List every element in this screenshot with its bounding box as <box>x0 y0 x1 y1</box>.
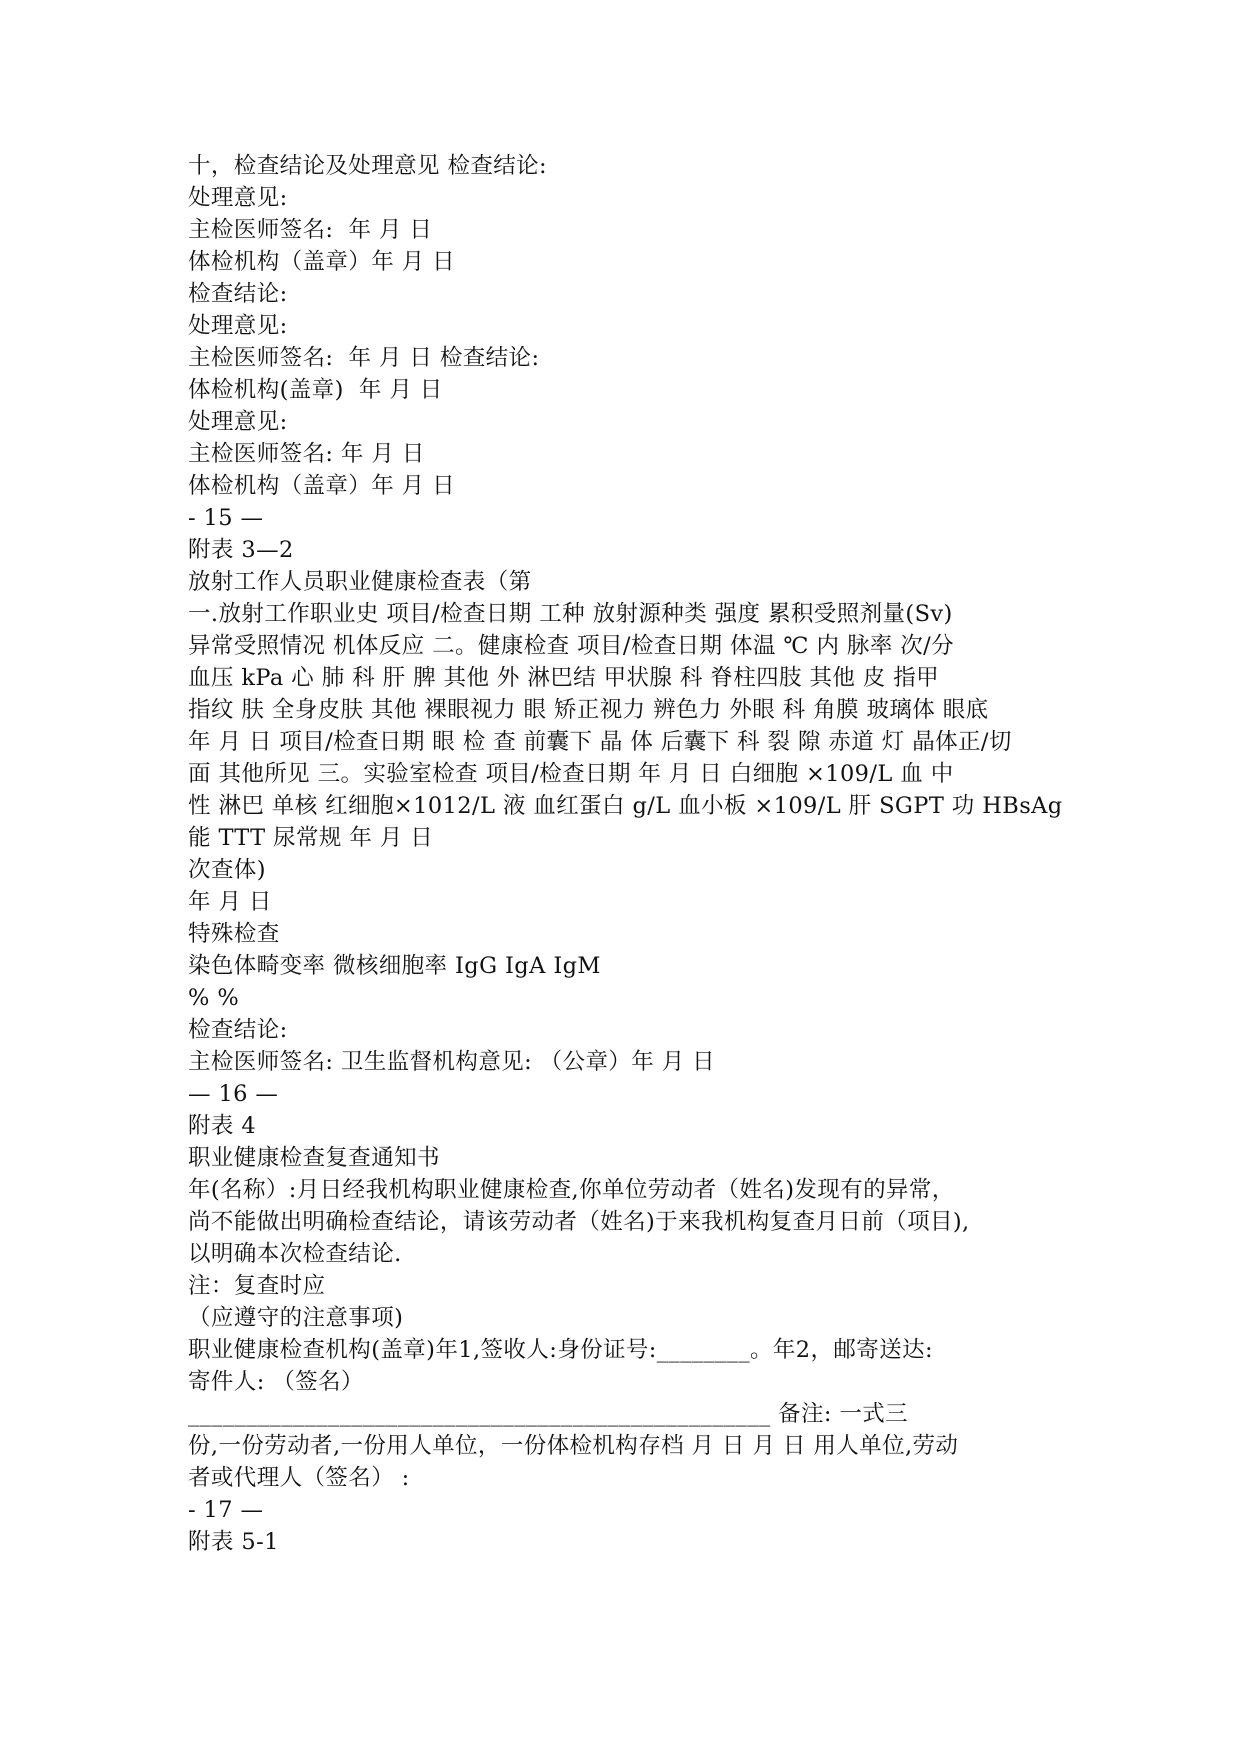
appendix-title: 附表 3—2 <box>188 537 294 563</box>
conclusion-label: 检查结论: <box>188 281 288 307</box>
date-line: 年 月 日 <box>188 889 272 915</box>
form-text-line: 血压 kPa 心 肺 科 肝 脾 其他 外 淋巴结 甲状腺 科 脊柱四肢 其他 皮 指甲 <box>188 665 940 691</box>
notice-note-line: （应遵守的注意事项) <box>188 1305 404 1331</box>
physician-signature-line: 主检医师签名: 年 月 日 <box>188 441 425 467</box>
form-text-line: 性 淋巴 单核 红细胞×1012/L 液 血红蛋白 g/L 血小板 ×109/L 肝 SGPT 功 HBsAg <box>188 793 1063 819</box>
form-text-line: 异常受照情况 机体反应 二。健康检查 项目/检查日期 体温 ℃ 内 脉率 次/分 <box>188 633 955 659</box>
percent-units: % % <box>188 985 240 1011</box>
remarks-line: 份,一份劳动者,一份用人单位，一份体检机构存档 月 日 月 日 用人单位,劳动 <box>188 1433 959 1459</box>
form-text-line: 面 其他所见 三。实验室检查 项目/检查日期 年 月 日 白细胞 ×109/L 血 中 <box>188 761 954 787</box>
page-number: - 17 — <box>188 1497 264 1523</box>
notice-title: 职业健康检查复查通知书 <box>188 1145 440 1171</box>
notice-note-line: 注：复查时应 <box>188 1273 326 1299</box>
page-number: — 16 — <box>188 1081 279 1107</box>
form-title: 放射工作人员职业健康检查表（第 <box>188 569 532 595</box>
institution-seal-line: 体检机构（盖章）年 月 日 <box>188 249 456 275</box>
notice-body-line: 以明确本次检查结论. <box>188 1241 402 1267</box>
remarks-line: __________________________________________________ 备注: 一式三 <box>188 1401 909 1427</box>
special-exam-heading: 特殊检查 <box>188 921 280 947</box>
notice-body-line: 职业健康检查机构(盖章)年1,签收人:身份证号:________。年2，邮寄送达: <box>188 1337 933 1363</box>
handling-opinion-label: 处理意见: <box>188 409 288 435</box>
notice-body-line: 尚不能做出明确检查结论，请该劳动者（姓名)于来我机构复查月日前（项目), <box>188 1209 970 1235</box>
form-text-line: 能 TTT 尿常规 年 月 日 <box>188 825 434 851</box>
physician-signature-line: 主检医师签名: 年 月 日 <box>188 217 433 243</box>
form-text-line: 年 月 日 项目/检查日期 眼 检 查 前囊下 晶 体 后囊下 科 裂 隙 赤道 灯 晶体正/切 <box>188 729 1012 755</box>
document-body <box>188 150 1148 1558</box>
sender-signature-line: 寄件人: （签名） <box>188 1369 364 1395</box>
conclusion-label: 检查结论: <box>188 1017 288 1043</box>
institution-seal-line: 体检机构(盖章) 年 月 日 <box>188 377 443 403</box>
appendix-title: 附表 5-1 <box>188 1529 279 1555</box>
form-text-line: 次查体) <box>188 857 266 883</box>
notice-body-line: 年(名称）:月日经我机构职业健康检查,你单位劳动者（姓名)发现有的异常， <box>188 1177 955 1203</box>
physician-signature-line: 主检医师签名: 年 月 日 检查结论: <box>188 345 540 371</box>
appendix-title: 附表 4 <box>188 1113 257 1139</box>
institution-seal-line: 体检机构（盖章）年 月 日 <box>188 473 456 499</box>
remarks-line: 者或代理人（签名） : <box>188 1465 410 1491</box>
physician-signature-line: 主检医师签名: 卫生监督机构意见: （公章）年 月 日 <box>188 1049 716 1075</box>
form-text-line: 一.放射工作职业史 项目/检查日期 工种 放射源种类 强度 累积受照剂量(Sv) <box>188 601 953 627</box>
page-number: - 15 — <box>188 505 264 531</box>
handling-opinion-label: 处理意见: <box>188 313 288 339</box>
special-exam-items: 染色体畸变率 微核细胞率 IgG IgA IgM <box>188 953 601 979</box>
handling-opinion-label: 处理意见: <box>188 185 288 211</box>
section-ten-heading: 十，检查结论及处理意见 检查结论: <box>188 153 548 179</box>
form-text-line: 指纹 肤 全身皮肤 其他 裸眼视力 眼 矫正视力 辨色力 外眼 科 角膜 玻璃体 眼底 <box>188 697 989 723</box>
